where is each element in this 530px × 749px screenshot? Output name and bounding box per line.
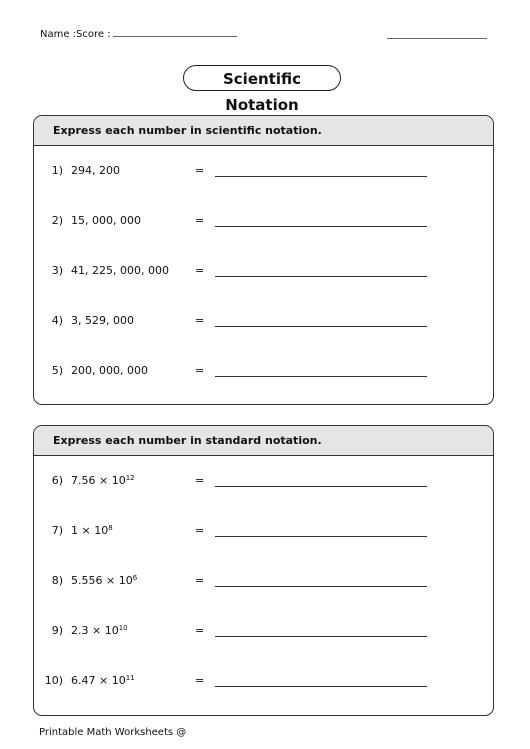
score-underline[interactable] — [387, 38, 487, 39]
equals-sign: = — [195, 164, 205, 177]
problem-10 — [34, 674, 493, 694]
coefficient: 1 — [71, 524, 78, 537]
name-score-label: Name :Score : — [40, 29, 111, 40]
section-scientific-notation — [33, 115, 494, 405]
footer-credit: Printable Math Worksheets @ — [39, 727, 187, 738]
problem-1 — [34, 164, 493, 184]
problem-5 — [34, 364, 493, 384]
problem-6 — [34, 474, 493, 494]
problem-2 — [34, 214, 493, 234]
problem-number: 1) — [51, 164, 63, 177]
answer-blank[interactable] — [215, 536, 427, 537]
problem-value: 41, 225, 000, 000 — [71, 264, 169, 277]
problem-number: 8) — [51, 574, 63, 587]
equals-sign: = — [195, 624, 205, 637]
coefficient: 5.556 — [71, 574, 103, 587]
problem-7 — [34, 524, 493, 544]
times-ten: × 10 — [81, 524, 109, 537]
equals-sign: = — [195, 524, 205, 537]
name-underline[interactable] — [113, 27, 237, 37]
answer-blank[interactable] — [215, 636, 427, 637]
equals-sign: = — [195, 674, 205, 687]
problem-expression — [71, 674, 135, 687]
coefficient: 6.47 — [71, 674, 96, 687]
problem-number: 7) — [51, 524, 63, 537]
problem-value: 3, 529, 000 — [71, 314, 134, 327]
equals-sign: = — [195, 314, 205, 327]
exponent: 8 — [108, 524, 113, 532]
problem-number: 2) — [51, 214, 63, 227]
coefficient: 7.56 — [71, 474, 96, 487]
problem-expression — [71, 524, 113, 537]
section-standard-notation — [33, 425, 494, 716]
equals-sign: = — [195, 364, 205, 377]
problem-number: 10) — [44, 674, 63, 687]
answer-blank[interactable] — [215, 176, 427, 177]
exponent: 11 — [125, 674, 135, 682]
problem-number: 9) — [51, 624, 63, 637]
problem-value: 15, 000, 000 — [71, 214, 141, 227]
problem-number: 3) — [51, 264, 63, 277]
equals-sign: = — [195, 474, 205, 487]
answer-blank[interactable] — [215, 326, 427, 327]
problem-3 — [34, 264, 493, 284]
times-ten: × 10 — [99, 474, 126, 487]
problem-expression — [71, 624, 128, 637]
equals-sign: = — [195, 214, 205, 227]
problem-number: 5) — [51, 364, 63, 377]
answer-blank[interactable] — [215, 486, 427, 487]
exponent: 12 — [125, 474, 135, 482]
name-score-field — [40, 27, 237, 40]
times-ten: × 10 — [99, 674, 126, 687]
problem-expression — [71, 474, 135, 487]
exponent: 6 — [132, 574, 138, 582]
equals-sign: = — [195, 574, 205, 587]
exponent: 10 — [118, 624, 128, 632]
problem-number: 4) — [51, 314, 63, 327]
problem-value: 294, 200 — [71, 164, 120, 177]
worksheet-title: Scientific Notation — [183, 65, 341, 91]
problem-8 — [34, 574, 493, 594]
problem-9 — [34, 624, 493, 644]
answer-blank[interactable] — [215, 276, 427, 277]
coefficient: 2.3 — [71, 624, 89, 637]
problem-expression — [71, 574, 137, 587]
times-ten: × 10 — [106, 574, 133, 587]
problem-value: 200, 000, 000 — [71, 364, 148, 377]
section-instruction: Express each number in scientific notation. — [34, 116, 493, 146]
problem-number: 6) — [51, 474, 63, 487]
section-instruction: Express each number in standard notation. — [34, 426, 493, 456]
equals-sign: = — [195, 264, 205, 277]
answer-blank[interactable] — [215, 586, 427, 587]
answer-blank[interactable] — [215, 376, 427, 377]
answer-blank[interactable] — [215, 686, 427, 687]
times-ten: × 10 — [92, 624, 119, 637]
problem-4 — [34, 314, 493, 334]
answer-blank[interactable] — [215, 226, 427, 227]
